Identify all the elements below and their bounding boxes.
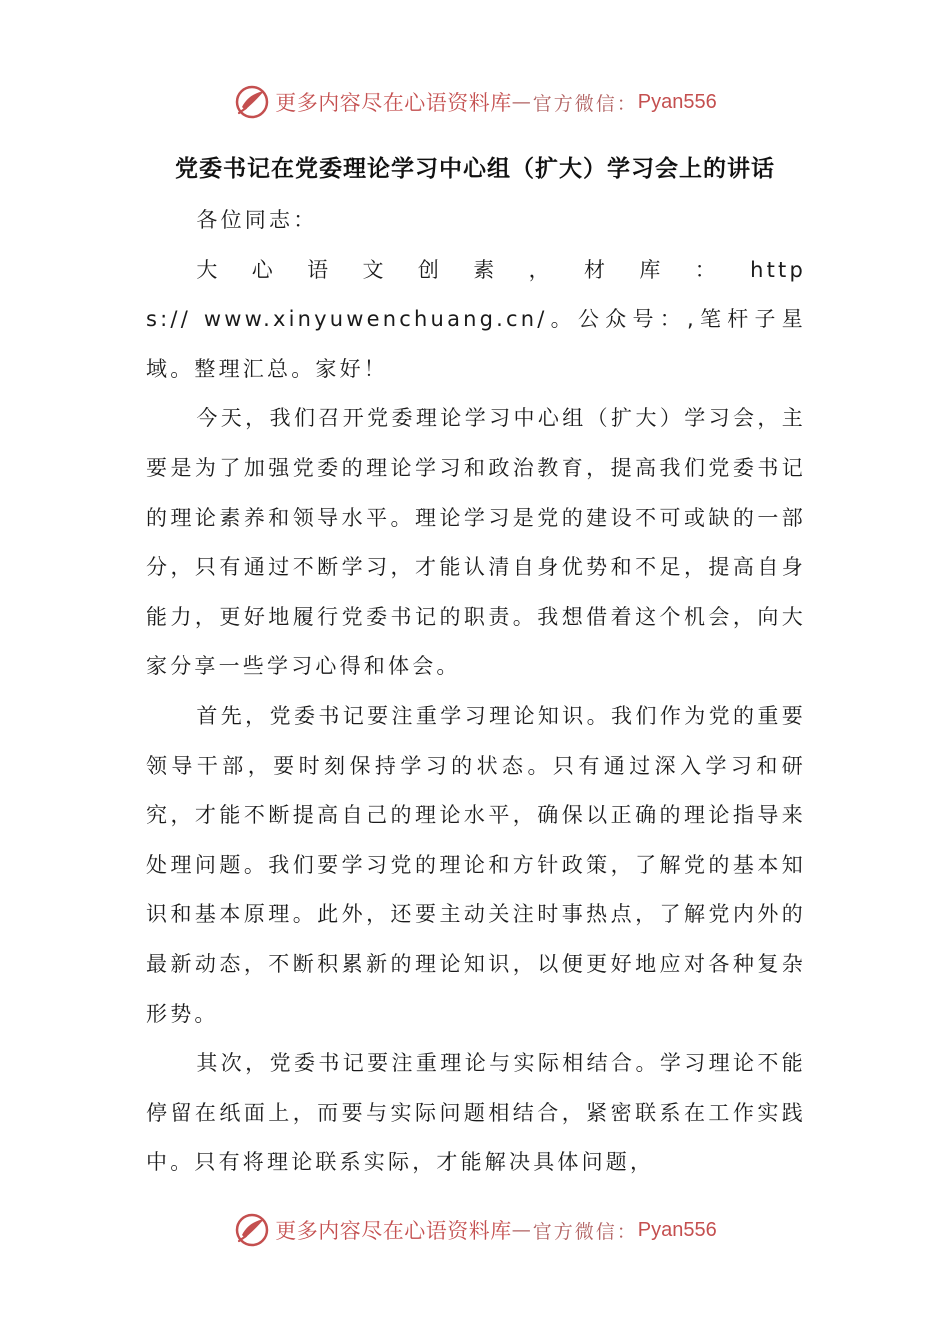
footer-banner	[0, 1210, 950, 1250]
paragraph: 今天，我们召开党委理论学习中心组（扩大）学习会，主要是为了加强党委的理论学习和政治教育，提高我们党委书记的理论素养和领导水平。理论学习是党的建设不可或缺的一部分，只有通过不断学习，才能认清自身优势和不足，提高自身能力，更好地履行党委书记的职责。我想借着这个机会，向大家分享一些学习心得和体会。	[146, 406, 806, 679]
paragraph: 首先，党委书记要注重学习理论知识。我们作为党的重要领导干部，要时刻保持学习的状态。只有通过深入学习和研究，才能不断提高自己的理论水平，确保以正确的理论指导来处理问题。我们要学习党的理论和方针政策，了解党的基本知识和基本原理。此外，还要主动关注时事热点，了解党内外的最新动态，不断积累新的理论知识，以便更好地应对各种复杂形势。	[146, 703, 806, 1026]
document-title: 党委书记在党委理论学习中心组（扩大）学习会上的讲话	[175, 156, 775, 182]
banner-main-text: 更多内容尽在心语资料库	[275, 1219, 512, 1243]
banner-main-text: 更多内容尽在心语资料库	[275, 91, 512, 115]
banner-dash: —	[511, 91, 533, 113]
spread-url: https:// www.xinyuwenchuang.cn/。公众号：,笔杆子星域。整理汇总。家好！	[146, 257, 806, 381]
banner-wechat-id: Pyan556	[637, 1218, 717, 1241]
banner-sub-text: 官方微信：	[532, 1220, 638, 1243]
banner-sub-text: 官方微信：	[532, 92, 638, 115]
header-banner	[0, 82, 950, 122]
pen-logo-icon	[233, 83, 271, 121]
greeting: 各位同志：	[196, 208, 318, 232]
pen-logo-icon	[233, 1211, 271, 1249]
document-body	[146, 196, 806, 1188]
banner-dash: —	[511, 1219, 533, 1241]
spread-chars: 大心语文创素，材库：	[196, 257, 751, 282]
paragraph: 其次，党委书记要注重理论与实际相结合。学习理论不能停留在纸面上，而要与实际问题相结合，紧密联系在工作实践中。只有将理论联系实际，才能解决具体问题，	[146, 1051, 806, 1175]
spread-paragraph	[146, 246, 806, 395]
banner-wechat-id: Pyan556	[637, 90, 717, 113]
